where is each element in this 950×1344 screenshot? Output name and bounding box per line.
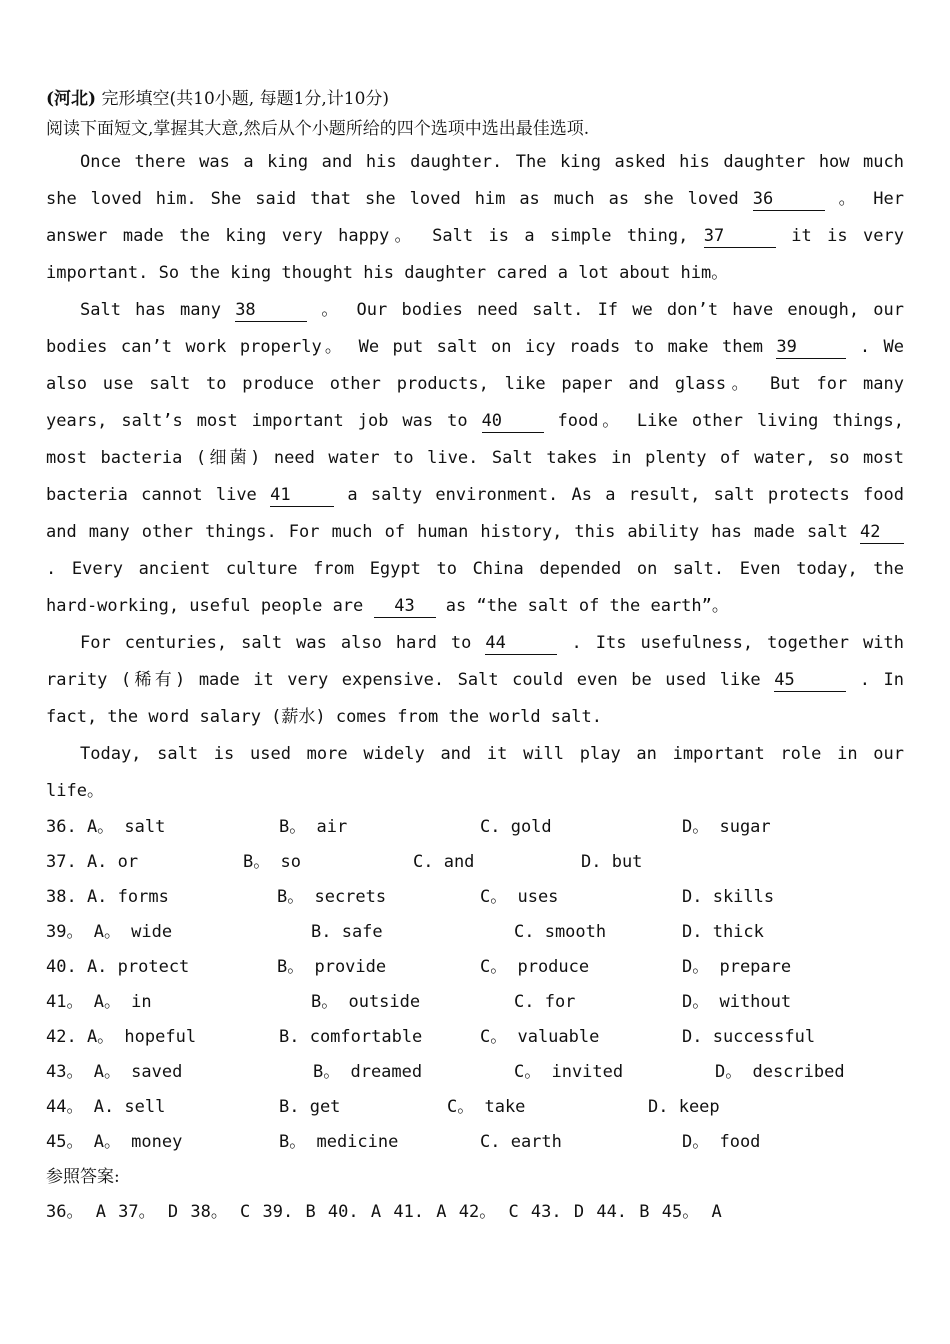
blank-36: 36 [753, 188, 825, 211]
text-segment: bodies can’t work properly。 We put salt on icy roads to make them [46, 337, 763, 357]
passage-line: most bacteria (细菌) need water to live. Salt takes in plenty of water, so most [46, 448, 904, 468]
option-a: 37. A. or [46, 852, 139, 872]
option-c: C。 take [447, 1097, 526, 1117]
text-segment: answer made the king very happy。 Salt is a simple thing, [46, 226, 689, 246]
option-b: B。 air [279, 817, 348, 837]
option-a: 38. A. forms [46, 887, 169, 907]
option-c: C. and [413, 852, 475, 872]
question-row [46, 1125, 904, 1160]
text-segment: a salty environment. As a result, salt protects food [347, 485, 904, 505]
option-d: D. successful [682, 1027, 816, 1047]
option-d: D. keep [648, 1097, 720, 1117]
blank-44: 44 [485, 632, 557, 655]
text-segment: rarity (稀有) made it very expensive. Salt could even be used like [46, 670, 761, 690]
option-d: D。 without [682, 992, 792, 1012]
text-segment: . We [859, 337, 904, 357]
document-page [46, 84, 904, 1230]
text-segment: . In [859, 670, 904, 690]
text-segment: Salt has many [80, 300, 221, 320]
option-d: D。 sugar [682, 817, 771, 837]
question-row [46, 1020, 904, 1055]
region-label: (河北) [46, 89, 97, 109]
option-b: B。 so [243, 852, 301, 872]
answer-key: 36。 A 37。 D 38。 C 39. B 40. A 41. A 42。 C 43. D 44. B 45。 A [46, 1202, 722, 1222]
passage-line [46, 514, 904, 551]
passage-line [46, 662, 904, 699]
option-c: C. earth [480, 1132, 562, 1152]
blank-37: 37 [704, 225, 776, 248]
options-list [46, 810, 904, 1160]
passage-line: . Every ancient culture from Egypt to China depended on salt. Even today, the [46, 559, 904, 579]
text-segment: and many other things. For much of human history, this ability has made salt [46, 522, 848, 542]
section-header [46, 84, 904, 114]
passage-line [46, 181, 904, 218]
blank-41: 41 [270, 484, 334, 507]
text-segment: For centuries, salt was also hard to [80, 633, 472, 653]
text-segment: 。 Her [838, 189, 904, 209]
passage-line [46, 218, 904, 255]
text-segment: . Its usefulness, together with [571, 633, 904, 653]
option-c: C. smooth [514, 922, 607, 942]
section-title: 完形填空(共10小题, 每题1分,计10分) [101, 89, 390, 109]
question-row [46, 810, 904, 845]
question-row [46, 880, 904, 915]
passage-line: Today, salt is used more widely and it will play an important role in our [80, 744, 904, 764]
question-row [46, 1055, 904, 1090]
option-a: 44。 A. sell [46, 1097, 166, 1117]
passage-line: life。 [46, 781, 104, 801]
option-b: B。 provide [277, 957, 387, 977]
answer-label: 参照答案: [46, 1167, 120, 1187]
passage-line [46, 292, 904, 329]
option-c: C。 invited [514, 1062, 624, 1082]
option-b: B. safe [311, 922, 383, 942]
instruction: 阅读下面短文,掌握其大意,然后从个小题所给的四个选项中选出最佳选项. [46, 119, 590, 139]
text-segment: hard-working, useful people are [46, 596, 364, 616]
passage-line [46, 477, 904, 514]
option-b: B。 medicine [279, 1132, 399, 1152]
text-segment: bacteria cannot live [46, 485, 257, 505]
option-d: D. skills [682, 887, 775, 907]
option-a: 42. A。 hopeful [46, 1027, 197, 1047]
blank-38: 38 [235, 299, 307, 322]
blank-40: 40 [482, 410, 544, 433]
option-d: D。 described [715, 1062, 845, 1082]
passage-line [46, 625, 904, 662]
text-segment: it is very [791, 226, 904, 246]
question-row [46, 1090, 904, 1125]
text-segment: she loved him. She said that she loved him as much as she loved [46, 189, 739, 209]
passage-line [46, 329, 904, 366]
passage-line: also use salt to produce other products, like paper and glass。 But for many [46, 374, 904, 394]
passage-line [46, 588, 904, 625]
passage-line: important. So the king thought his daughter cared a lot about him。 [46, 263, 729, 283]
text-segment: as “the salt of the earth”。 [445, 596, 729, 616]
option-b: B。 dreamed [313, 1062, 423, 1082]
option-a: 40. A. protect [46, 957, 190, 977]
option-b: B。 secrets [277, 887, 387, 907]
blank-39: 39 [776, 336, 846, 359]
text-segment: years, salt’s most important job was to [46, 411, 468, 431]
text-segment: 。 Our bodies need salt. If we don’t have enough, our [321, 300, 904, 320]
option-a: 45。 A。 money [46, 1132, 183, 1152]
passage-line: fact, the word salary (薪水) comes from the world salt. [46, 707, 602, 727]
option-d: D。 food [682, 1132, 761, 1152]
option-d: D. thick [682, 922, 764, 942]
passage-line [46, 403, 904, 440]
text-segment: food。 Like other living things, [557, 411, 904, 431]
option-a: 41。 A。 in [46, 992, 152, 1012]
option-d: D。 prepare [682, 957, 792, 977]
option-d: D. but [581, 852, 643, 872]
option-c: C。 produce [480, 957, 590, 977]
option-b: B. get [279, 1097, 341, 1117]
option-c: C。 valuable [480, 1027, 600, 1047]
option-a: 36. A。 salt [46, 817, 166, 837]
passage-line: Once there was a king and his daughter. The king asked his daughter how much [80, 152, 904, 172]
option-a: 43。 A。 saved [46, 1062, 183, 1082]
option-c: C. gold [480, 817, 552, 837]
question-row [46, 950, 904, 985]
question-row [46, 915, 904, 950]
option-b: B. comfortable [279, 1027, 423, 1047]
option-b: B。 outside [311, 992, 421, 1012]
option-c: C。 uses [480, 887, 559, 907]
blank-42: 42 [860, 521, 904, 544]
option-c: C. for [514, 992, 576, 1012]
blank-43: 43 [374, 595, 436, 618]
question-row [46, 985, 904, 1020]
option-a: 39。 A。 wide [46, 922, 173, 942]
blank-45: 45 [774, 669, 846, 692]
question-row [46, 845, 904, 880]
